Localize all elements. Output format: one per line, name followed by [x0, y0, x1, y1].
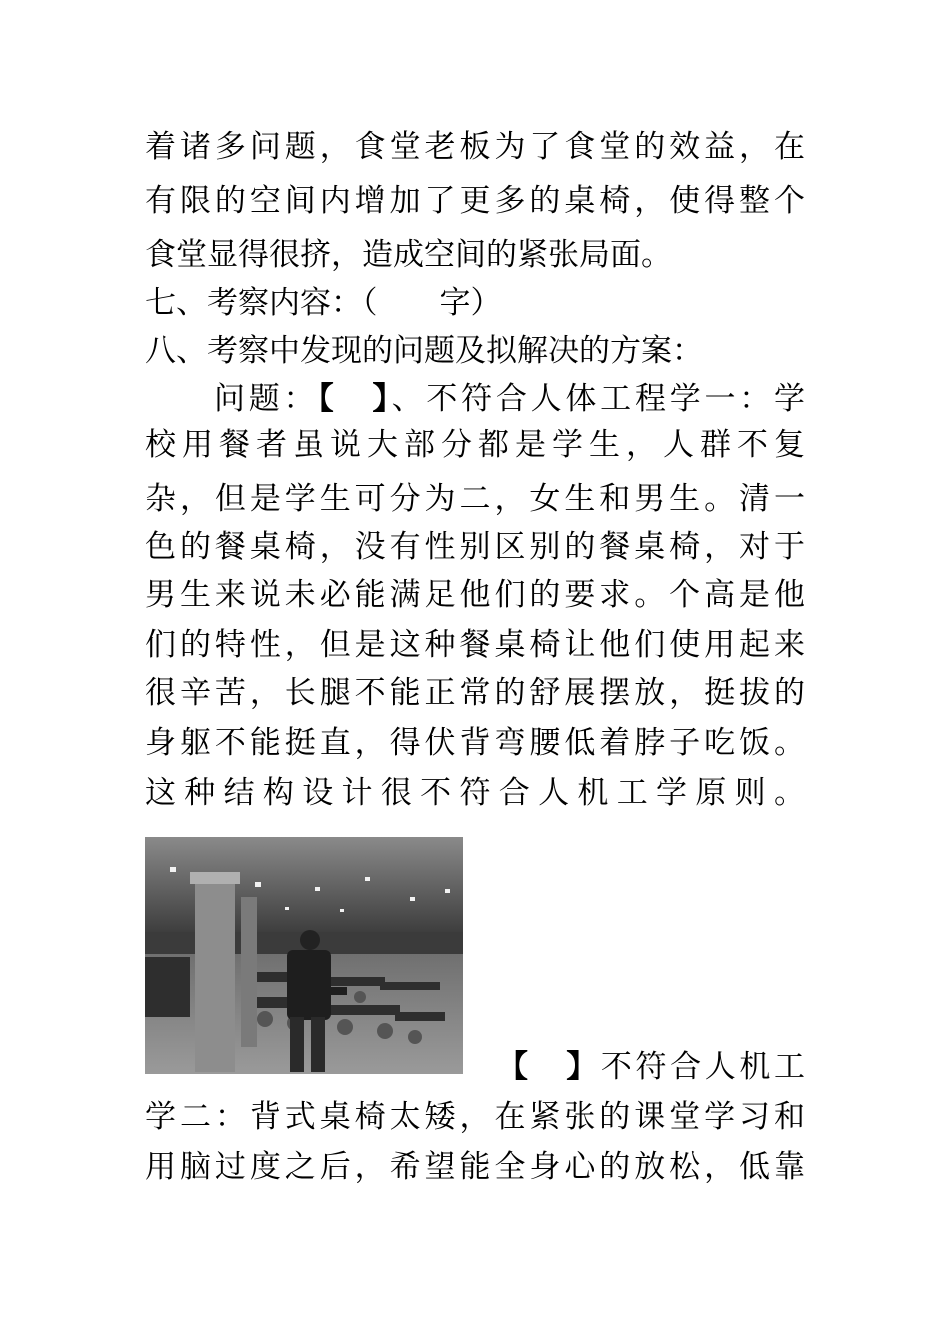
paragraph-line: 校用餐者虽说大部分都是学生，人群不复	[145, 427, 805, 463]
paragraph-line: 很辛苦，长腿不能正常的舒展摆放，挺拔的	[145, 675, 805, 711]
paragraph-line: 着诸多问题，食堂老板为了食堂的效益，在	[145, 129, 805, 165]
problem-2-first-line	[497, 1040, 805, 1094]
paragraph-line: 身躯不能挺直，得伏背弯腰低着脖子吃饭。	[145, 725, 805, 761]
paragraph-line: 男生来说未必能满足他们的要求。个高是他	[145, 577, 805, 613]
bracket-open: 【	[318, 381, 338, 417]
bracket-close: 】	[372, 381, 392, 417]
cafeteria-photo	[145, 837, 463, 1074]
paragraph-line: 们的特性，但是这种餐桌椅让他们使用起来	[145, 627, 805, 663]
paragraph-line: 食堂显得很挤，造成空间的紧张局面。	[145, 237, 672, 273]
paragraph-line: 学二：背式桌椅太矮，在紧张的课堂学习和	[145, 1099, 805, 1135]
paragraph-line: 这种结构设计很不符合人机工学原则。	[145, 775, 805, 811]
section-8-heading: 八、考察中发现的问题及拟解决的方案：	[145, 333, 703, 369]
paragraph-line: 用脑过度之后，希望能全身心的放松，低靠	[145, 1149, 805, 1185]
problem-1-title: 、不符合人体工程学一：学	[391, 381, 806, 417]
problem-2-title: 不符合人机工	[600, 1049, 805, 1085]
paragraph-line: 有限的空间内增加了更多的桌椅，使得整个	[145, 183, 805, 219]
paragraph-line: 杂，但是学生可分为二，女生和男生。清一	[145, 481, 805, 517]
paragraph-line: 色的餐桌椅，没有性别区别的餐桌椅，对于	[145, 529, 805, 565]
bracket-close: 】	[566, 1049, 601, 1085]
bracket-open: 【	[497, 1049, 532, 1085]
cafeteria-photo-illustration	[145, 837, 463, 1074]
section-7-heading: 七、考察内容：（ 字）	[145, 285, 502, 321]
problem-label: 问题：	[214, 381, 319, 417]
